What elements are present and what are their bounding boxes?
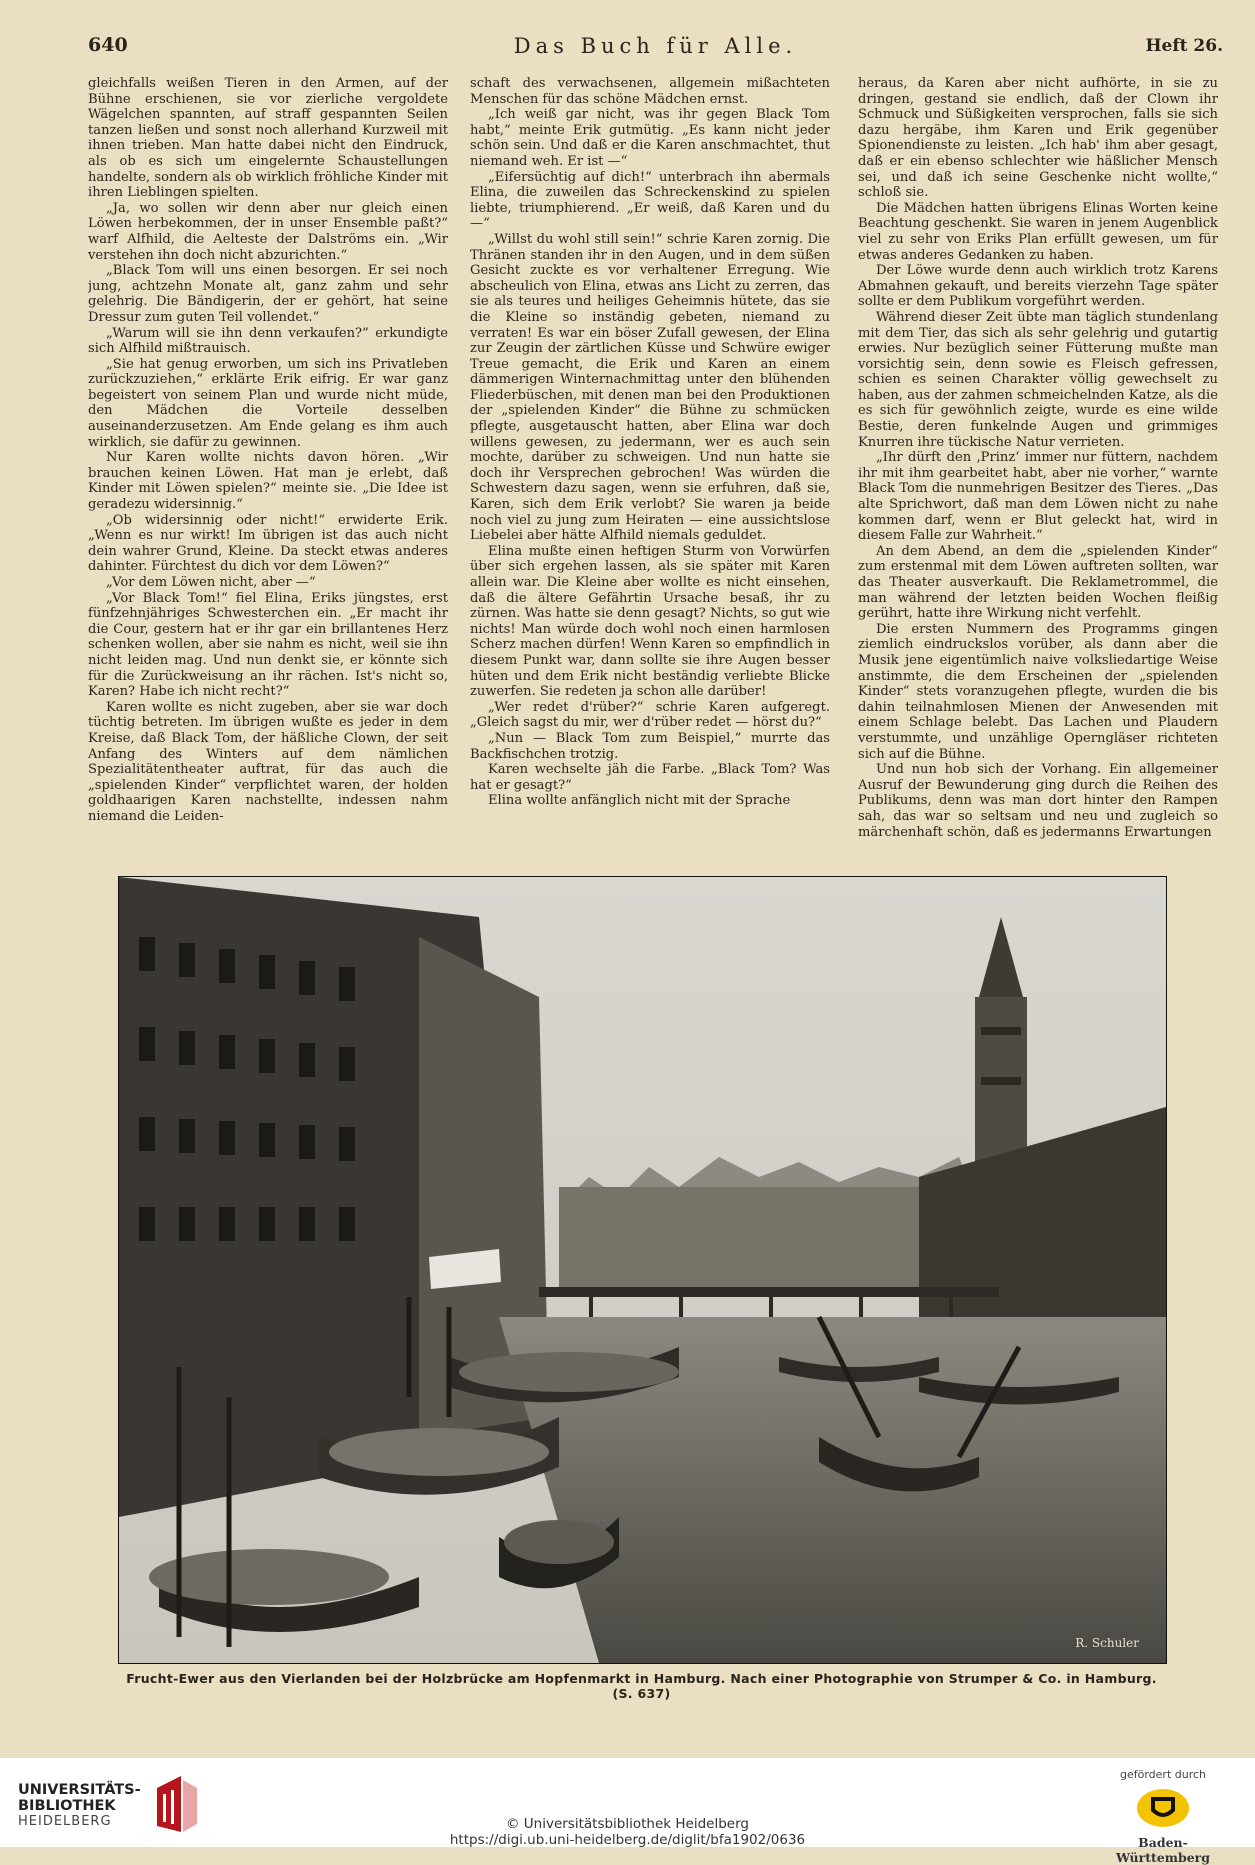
paragraph: „Warum will sie ihn denn verkaufen?“ erkundigte sich Alfhild mißtrauisch. — [88, 325, 448, 357]
permalink-url[interactable]: https://digi.ub.uni-heidelberg.de/diglit/bfa1902/0636 — [449, 1832, 806, 1848]
paragraph: Elina wollte anfänglich nicht mit der Sprache — [488, 793, 791, 809]
paragraph: „Ob widersinnig oder nicht!“ erwiderte Erik. „Wenn es nur wirkt! Im übrigen ist das auch nicht dein wahrer Grund, Kleine. Da steckt etwas anderes dahinter. Fürchtest du dich vor dem Löwen?“ — [88, 512, 448, 575]
text-columns — [88, 76, 1220, 858]
paragraph: „Black Tom will uns einen besorgen. Er sei noch jung, achtzehn Monate alt, ganz zahm und sehr gelehrig. Die Bändigerin, der er gehört, hat seine Dressur zum guten Teil vollendet.“ — [88, 263, 448, 325]
page-header — [88, 34, 1223, 66]
paragraph: An dem Abend, an dem die „spielenden Kinder“ zum erstenmal mit dem Löwen auftreten sollten, war das Theater ausverkauft. Die Reklametrommel, die man während der letzten beiden Wochen fleißig gerührt, hatte ihre Wirkung nicht verfehlt. — [858, 543, 1218, 622]
state-coat-of-arms-icon — [1133, 1787, 1193, 1829]
funded-by-label: gefördert durch — [1119, 1768, 1207, 1781]
running-title: Das Buch für Alle. — [513, 34, 798, 58]
paragraph: Der Löwe wurde denn auch wirklich trotz Karens Abmahnen gekauft, und bereits vierzehn Tage später sollte er dem Publikum vorgeführt werden. — [858, 263, 1218, 310]
text-column-1 — [88, 76, 448, 858]
paragraph: gleichfalls weißen Tieren in den Armen, auf der Bühne erschienen, sie vor zierliche vergoldete Wägelchen spannten, auf straff gespannten Seilen tanzen ließen und sonst noch allerhand Kurzweil mit ihnen trieben. Man hatte dabei nicht den Eindruck, als ob es sich um eingelernte Schaustellungen handelte, sondern als ob wirklich fröhliche Kinder mit ihren Lieblingen spielten. — [88, 76, 448, 201]
paragraph: „Nun — Black Tom zum Beispiel,“ murrte das Backfischchen trotzig. — [470, 730, 830, 762]
paragraph: Die ersten Nummern des Programms gingen ziemlich eindruckslos vorüber, als dann aber die Musik jene eigentümlich naive volksliedartige Weise anstimmte, die dem Erscheinen der „spielenden Kinder“ stets voranzugehen pflegte, wurden die bis dahin teilnahmlosen Mienen der Anwesenden mit einem Schlage belebt. Das Lachen und Plaudern verstummte, und unzählige Operngläser richteten sich auf die Bühne. — [858, 621, 1218, 762]
paragraph: „Eifersüchtig auf dich!“ unterbrach ihn abermals Elina, die zuweilen das Schreckenskind zu spielen liebte, triumphierend. „Er weiß, daß Karen und du —“ — [470, 169, 830, 232]
funder-name: Baden-Württemberg — [1116, 1835, 1210, 1865]
artist-signature: R. Schuler — [1075, 1636, 1139, 1650]
paragraph: „Wer redet d'rüber?“ schrie Karen aufgeregt. „Gleich sagst du mir, wer d'rüber redet — hörst du?“ — [470, 699, 830, 731]
funder-block[interactable] — [1093, 1768, 1233, 1865]
paragraph: Karen wechselte jäh die Farbe. „Black Tom? Was hat er gesagt?“ — [470, 762, 830, 793]
issue-number: Heft 26. — [1145, 36, 1223, 56]
paragraph: „Ihr dürft den ‚Prinz‘ immer nur füttern, nachdem ihr mit ihm gearbeitet habt, aber nie vorher,“ warnte Black Tom die nunmehrigen Besitzer des Tieres. „Das alte Sprichwort, daß man dem Löwen nicht zu nahe kommen darf, wenn er Blut geleckt hat, wird in diesem Falle zur Wahrheit.“ — [858, 450, 1218, 544]
paragraph: „Ich weiß gar nicht, was ihr gegen Black Tom habt,“ meinte Erik gutmütig. „Es kann nicht jeder schön sein. Und daß er die Karen anschmachtet, thut niemand weh. Er ist —“ — [470, 107, 830, 169]
library-name-line3: HEIDELBERG — [18, 1813, 112, 1829]
paragraph: heraus, da Karen aber nicht aufhörte, in sie zu dringen, gestand sie endlich, daß der Clown ihr Schmuck und Süßigkeiten versprochen, falls sie sich dazu hergäbe, ihm Karen und Erik gegenüber Spionendienste zu leisten. „Ich hab' ihm aber gesagt, daß er ein ebenso schlechter wie häßlicher Mensch sei, und daß ich seine Geschenke nicht wollte,“ schloß sie. — [858, 76, 1218, 201]
copyright-block — [0, 1813, 1255, 1848]
library-name-line1: UNIVERSITÄTS- — [18, 1781, 141, 1798]
illustration-photo — [118, 876, 1167, 1664]
paragraph: Und nun hob sich der Vorhang. Ein allgemeiner Ausruf der Bewunderung ging durch die Reihen des Publikums, denn was man dort hinter den Rampen sah, das war so seltsam und neu und zugleich so märchenhaft schön, daß es jedermanns Erwartungen — [858, 762, 1218, 840]
paragraph: „Vor Black Tom!“ fiel Elina, Eriks jüngstes, erst fünfzehnjähriges Schwesterchen ein. „Er macht ihr die Cour, gestern hat er ihr gar ein brillantenes Herz schenken wollen, aber sie nahm es nicht, weil sie ihn nicht leiden mag. Und nun denkt sie, er könnte sich für die Zurückweisung an ihr rächen. Ist's nicht so, Karen? Habe ich nicht recht?“ — [88, 590, 448, 700]
text-column-3 — [858, 76, 1218, 858]
paragraph: „Sie hat genug erworben, um sich ins Privatleben zurückzuziehen,“ erklärte Erik eifrig. Er war ganz begeistert von seinem Plan und wurde nicht müde, den Mädchen die Vorteile desselben auseinanderzusetzen. Am Ende gelang es ihm auch wirklich, sie dafür zu gewinnen. — [88, 356, 448, 450]
text-column-2 — [470, 76, 830, 858]
library-name-line2: BIBLIOTHEK — [18, 1797, 116, 1814]
copyright-text: © Universitätsbibliothek Heidelberg — [505, 1816, 749, 1832]
paragraph: Elina mußte einen heftigen Sturm von Vorwürfen über sich ergehen lassen, als sie später mit Karen allein war. Die Kleine aber wollte es nicht einsehen, daß die ältere Gefährtin Ursache besaß, ihr zu zürnen. Was hatte sie denn gesagt? Nichts, so gut wie nichts! Man würde doch wohl noch einen harmlosen Scherz machen dürfen! Wenn Karen so empfindlich in diesem Punkt war, dann sollte sie ihre Augen besser hüten und dem Erik nicht beständig verliebte Blicke zuwerfen. Sie redeten ja schon alle darüber! — [470, 543, 830, 700]
page-number: 640 — [88, 34, 128, 56]
paragraph: „Willst du wohl still sein!“ schrie Karen zornig. Die Thränen standen ihr in den Augen, und in dem süßen Gesicht zuckte es vor verhaltener Erregung. Wie abscheulich von Elina, etwas ans Licht zu zerren, das sie als teures und heiliges Geheimnis hütete, das sie die Kleine so inständig gebeten, niemand zu verraten! Es war ein böser Zufall gewesen, der Elina zur Zeugin der zärtlichen Küsse und Schwüre ewiger Treue gemacht, die Erik und Karen an einem dämmerigen Winternachmittag unter den blühenden Fliederbüschen, mit denen man bei den Produktionen der „spielenden Kinder“ die Bühne zu schmücken pflegte, ausgetauscht hatten, aber Elina war doch willens gewesen, zu jedermann, wer es auch sein mochte, darüber zu schweigen. Und nun hatte sie doch ihr Versprechen gebrochen! Was würden die Schwestern dazu sagen, wenn sie erfuhren, daß sie, Karen, sich dem Erik verlobt? Sie waren ja beide noch viel zu jung zum Heiraten — eine aussichtslose Liebelei aber hätte Alfhild niemals geduldet. — [470, 231, 830, 544]
illustration-caption: Frucht-Ewer aus den Vierlanden bei der Holzbrücke am Hopfenmarkt in Hamburg. Nach einer Photographie von Strumper & Co. in Hamburg. (S. 637) — [126, 1671, 1157, 1701]
paragraph: Die Mädchen hatten übrigens Elinas Worten keine Beachtung geschenkt. Sie waren in jenem Augenblick viel zu sehr von Eriks Plan erfüllt gewesen, um für etwas anderes Gedanken zu haben. — [858, 200, 1218, 263]
paragraph: „Vor dem Löwen nicht, aber —“ — [106, 575, 316, 590]
paragraph: Während dieser Zeit übte man täglich stundenlang mit dem Tier, das sich als sehr gelehrig und gutartig erwies. Nur bezüglich seiner Fütterung mußte man vorsichtig sein, denn sowie es Fleisch gefressen, schien es seinen Charakter völlig gewechselt zu haben, aus der zahmen schmeichelnden Katze, als die es sich für gewöhnlich zeigte, wurde es eine wilde Bestie, deren funkelnde Augen und grimmiges Knurren ihre tückische Natur verrieten. — [858, 309, 1218, 450]
paragraph: Nur Karen wollte nichts davon hören. „Wir brauchen keinen Löwen. Hat man je erlebt, daß Kinder mit Löwen spielen?“ meinte sie. „Die Idee ist geradezu widersinnig.“ — [88, 450, 448, 513]
paragraph: „Ja, wo sollen wir denn aber nur gleich einen Löwen herbekommen, der in unser Ensemble paßt?“ warf Alfhild, die Aelteste der Dalströms ein. „Wir verstehen ihn doch nicht abzurichten.“ — [88, 200, 448, 263]
paragraph: schaft des verwachsenen, allgemein mißachteten Menschen für das schöne Mädchen ernst. — [470, 76, 830, 107]
paragraph: Karen wollte es nicht zugeben, aber sie war doch tüchtig betreten. Im übrigen wußte es jeder in dem Kreise, daß Black Tom, der häßliche Clown, der seit Anfang des Winters auf dem nämlichen Spezialitätentheater auftrat, für das auch die „spielenden Kinder“ verpflichtet waren, der holden goldhaarigen Karen nachstellte, indessen nahm niemand die Leiden- — [88, 699, 448, 824]
